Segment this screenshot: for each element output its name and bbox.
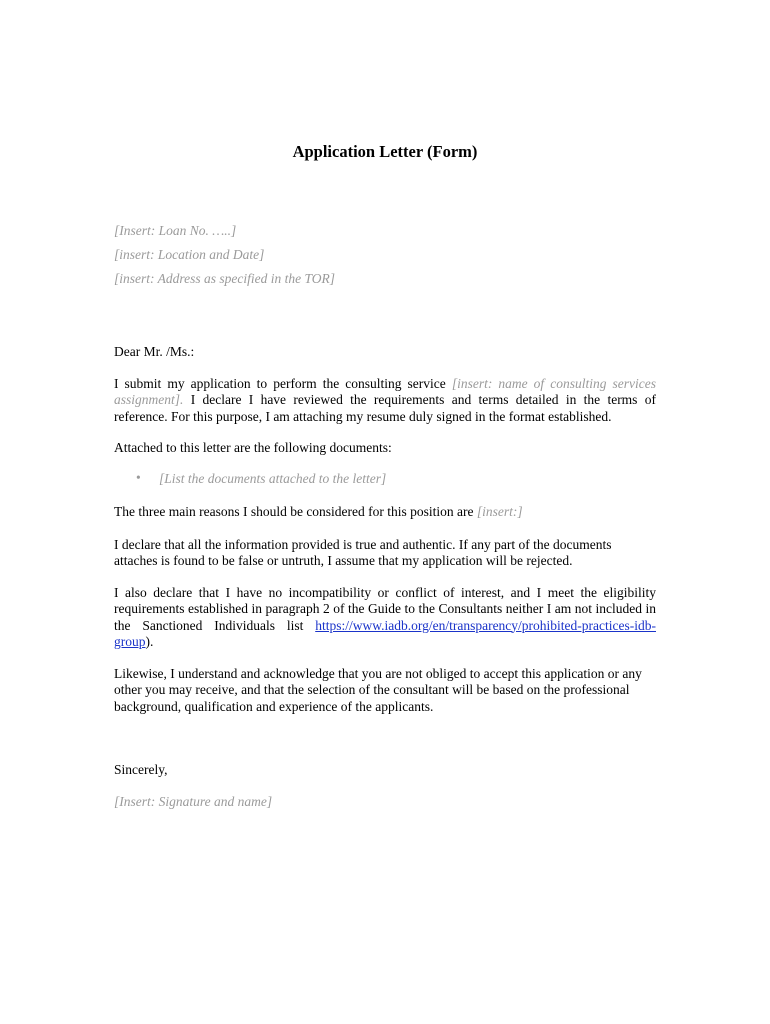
reasons-placeholder: [insert:] [476, 504, 523, 519]
reasons-text: The three main reasons I should be considered for this position are [114, 504, 477, 519]
declaration-conflict-paragraph [114, 585, 656, 650]
bullet-icon: • [136, 470, 141, 485]
sanctioned-list-link[interactable]: https://www.iadb.org/en/transparency/prohibited-practices-idb-group [114, 617, 656, 649]
loan-number-placeholder: [Insert: Loan No. …..] [114, 223, 237, 238]
attached-intro: Attached to this letter are the following documents: [114, 440, 392, 455]
address-placeholder: [insert: Address as specified in the TOR] [114, 271, 335, 286]
signature-placeholder: [Insert: Signature and name] [114, 794, 273, 809]
likewise-paragraph: Likewise, I understand and acknowledge that you are not obliged to accept this application or any other you may receive, and that the selection of the consultant will be based on the professional background, qualification and experience of the applicants. [114, 666, 642, 714]
location-date-placeholder: [insert: Location and Date] [114, 247, 265, 262]
application-text-continued: I declare I have reviewed the requirements and terms detailed in the terms of reference. For this purpose, I am attaching my resume duly signed in the format established. [114, 392, 656, 424]
declaration-conflict-text: I also declare that I have no incompatibility or conflict of interest, and I meet the eligibility requirements established in paragraph 2 of the Guide to the Consultants neither I am not included in the Sanctioned Individuals list [114, 585, 656, 633]
page-title: Application Letter (Form) [292, 142, 478, 161]
application-text: I submit my application to perform the consulting service [114, 376, 452, 391]
reasons-paragraph [114, 504, 656, 520]
declaration-truth-paragraph: I declare that all the information provided is true and authentic. If any part of the documents attaches is found to be false or untruth, I assume that my application will be rejected. [114, 537, 612, 569]
attached-documents-item: [List the documents attached to the letter] [159, 471, 387, 486]
declaration-conflict-end: ). [145, 633, 154, 649]
closing: Sincerely, [114, 762, 168, 777]
service-name-placeholder: [insert: name of consulting services assignment]. [114, 376, 656, 408]
application-paragraph [114, 376, 656, 425]
salutation: Dear Mr. /Ms.: [114, 344, 195, 359]
